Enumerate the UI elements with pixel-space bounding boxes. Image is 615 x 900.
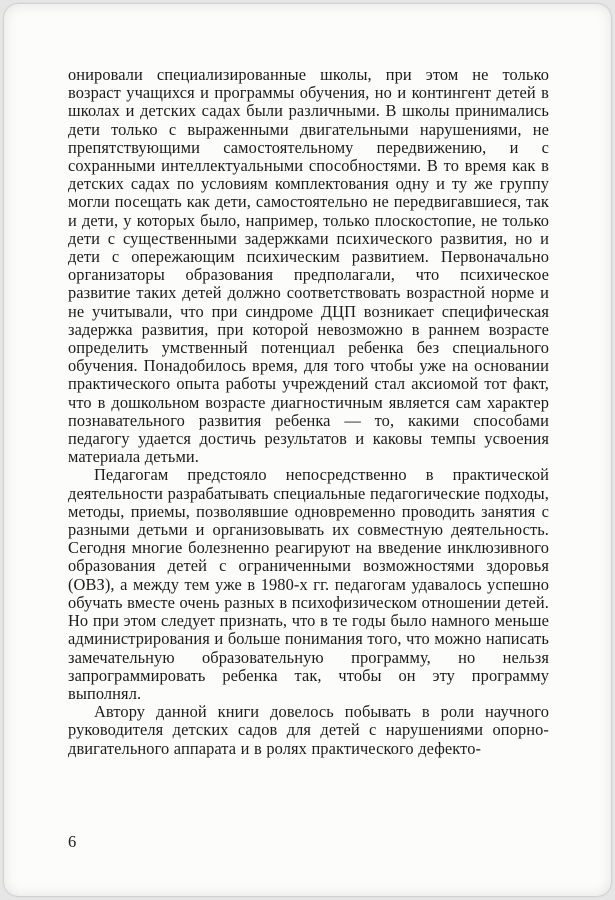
- page-text: [68, 66, 549, 758]
- book-page: [4, 4, 611, 896]
- paragraph: Педагогам предстояло непосредственно в практической деятельности разрабатывать специальные педагогические подходы, методы, приемы, позволявшие одновременно проводить занятия с разными детьми и организовывать их совместную деятельность. Сегодня многие болезненно реагируют на введение инклюзивного образования детей с ограниченными возможностями здоровья (ОВЗ), а между тем уже в 1980-х гг. педагогам удавалось успешно обучать вместе очень разных в психофизическом отношении детей. Но при этом следует признать, что в те годы было намного меньше администрирования и больше понимания того, что можно написать замечательную образовательную программу, но нельзя запрограммировать ребенка так, чтобы он эту программу выполнял.: [68, 465, 549, 703]
- paragraph-continuation: онировали специализированные школы, при этом не только возраст учащихся и программы обучения, но и контингент детей в школах и детских садах были различными. В школы принимались дети только с выраженными двигательными нарушениями, не препятствующими самостоятельному передвижению, и с сохранными интеллектуальными способностями. В то время как в детских садах по условиям комплектования одну и ту же группу могли посещать как дети, самостоятельно не передвигавшиеся, так и дети, у которых было, например, только плоскостопие, не только дети с существенными задержками психического развития, но и дети с опережающим психическим развитием. Первоначально организаторы образования предполагали, что психическое развитие таких детей должно соответствовать возрастной норме и не учитывали, что при синдроме ДЦП возникает специфическая задержка развития, при которой невозможно в раннем возрасте определить умственный потенциал ребенка без специального обучения. Понадобилось время, для того чтобы уже на основании практического опыта работы учреждений стал аксиомой тот факт, что в дошкольном возрасте диагностичным является сам характер познавательного развития ребенка — то, какими способами педагогу удается достичь результатов и каковы темпы усвоения материала детьми.: [68, 65, 549, 467]
- page-number: 6: [68, 832, 77, 851]
- paragraph: Автору данной книги довелось побывать в роли научного руководителя детских садов для детей с нарушениями опорно-двигательного аппарата и в ролях практического дефекто-: [68, 702, 549, 758]
